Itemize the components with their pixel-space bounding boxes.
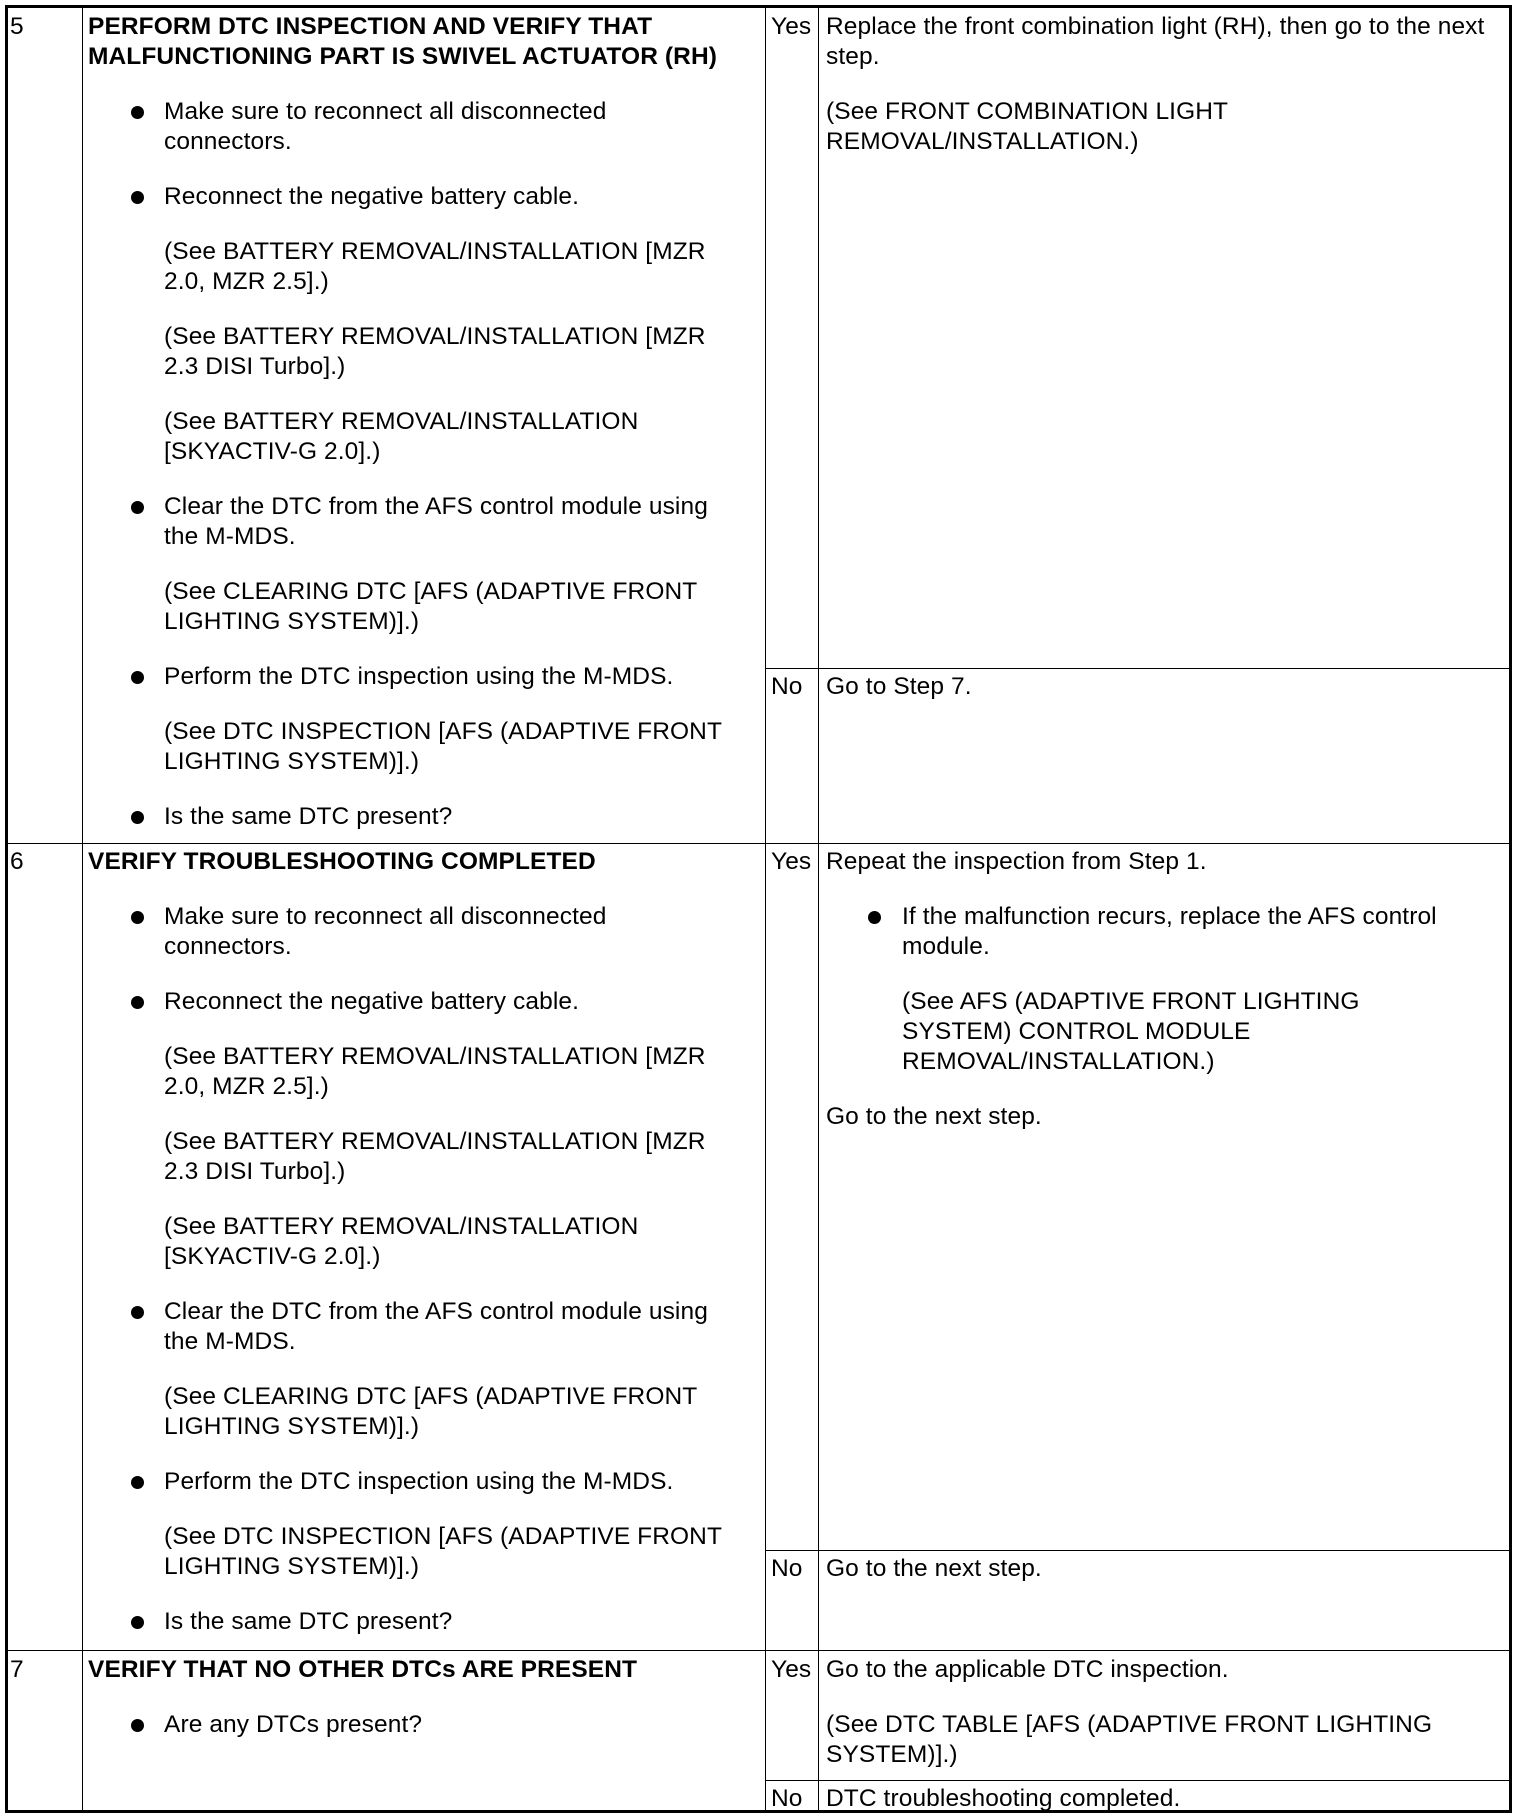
reference-text: 2.3 DISI Turbo].)	[164, 353, 346, 380]
troubleshooting-table	[5, 5, 1512, 1813]
row-divider	[8, 1650, 1512, 1651]
yes-action-text: (See FRONT COMBINATION LIGHT	[826, 98, 1229, 125]
bullet-icon	[131, 191, 144, 204]
step-number: 7	[10, 1656, 24, 1683]
yes-action-text: SYSTEM)].)	[826, 1741, 958, 1768]
reference-text: [SKYACTIV-G 2.0].)	[164, 1243, 381, 1270]
column-divider-step	[82, 8, 83, 1813]
bullet-item-text: the M-MDS.	[164, 1328, 296, 1355]
yes-label: Yes	[771, 848, 812, 875]
reference-text: (See BATTERY REMOVAL/INSTALLATION	[164, 1213, 639, 1240]
bullet-icon	[131, 501, 144, 514]
reference-text: (See BATTERY REMOVAL/INSTALLATION	[164, 408, 639, 435]
yes-action-text: (See AFS (ADAPTIVE FRONT LIGHTING	[902, 988, 1360, 1015]
yes-action-text: module.	[902, 933, 990, 960]
step-number: 5	[10, 13, 24, 40]
bullet-icon	[131, 1719, 144, 1732]
column-divider-result	[765, 8, 766, 1813]
bullet-item-text: Make sure to reconnect all disconnected	[164, 98, 607, 125]
bullet-icon	[868, 911, 881, 924]
bullet-item-text: Are any DTCs present?	[164, 1711, 423, 1738]
step-title: PERFORM DTC INSPECTION AND VERIFY THAT	[88, 13, 653, 40]
yes-action-text: step.	[826, 43, 880, 70]
bullet-item-text: Is the same DTC present?	[164, 803, 453, 830]
bullet-icon	[131, 1306, 144, 1319]
reference-text: (See BATTERY REMOVAL/INSTALLATION [MZR	[164, 1128, 706, 1155]
bullet-item-text: Is the same DTC present?	[164, 1608, 453, 1635]
step-title: VERIFY THAT NO OTHER DTCs ARE PRESENT	[88, 1656, 638, 1683]
reference-text: LIGHTING SYSTEM)].)	[164, 748, 420, 775]
no-label: No	[771, 673, 803, 700]
no-label: No	[771, 1555, 803, 1582]
bullet-item-text: Perform the DTC inspection using the M-MDS.	[164, 1468, 674, 1495]
bullet-item-text: connectors.	[164, 933, 292, 960]
bullet-icon	[131, 671, 144, 684]
yes-no-divider	[765, 1550, 1512, 1551]
yes-label: Yes	[771, 13, 812, 40]
bullet-item-text: connectors.	[164, 128, 292, 155]
yes-action-text: REMOVAL/INSTALLATION.)	[902, 1048, 1215, 1075]
row-divider	[8, 843, 1512, 844]
reference-text: (See BATTERY REMOVAL/INSTALLATION [MZR	[164, 238, 706, 265]
yes-action-text: (See DTC TABLE [AFS (ADAPTIVE FRONT LIGHTING	[826, 1711, 1433, 1738]
reference-text: LIGHTING SYSTEM)].)	[164, 1413, 420, 1440]
step-title: VERIFY TROUBLESHOOTING COMPLETED	[88, 848, 596, 875]
yes-label: Yes	[771, 1656, 812, 1683]
reference-text: (See DTC INSPECTION [AFS (ADAPTIVE FRONT	[164, 1523, 723, 1550]
bullet-item-text: Clear the DTC from the AFS control module using	[164, 1298, 708, 1325]
reference-text: (See CLEARING DTC [AFS (ADAPTIVE FRONT	[164, 578, 698, 605]
bullet-item-text: Make sure to reconnect all disconnected	[164, 903, 607, 930]
step-title: MALFUNCTIONING PART IS SWIVEL ACTUATOR (RH)	[88, 43, 718, 70]
no-label: No	[771, 1785, 803, 1812]
reference-text: LIGHTING SYSTEM)].)	[164, 608, 420, 635]
reference-text: 2.3 DISI Turbo].)	[164, 1158, 346, 1185]
no-action-text: DTC troubleshooting completed.	[826, 1785, 1181, 1812]
reference-text: (See BATTERY REMOVAL/INSTALLATION [MZR	[164, 323, 706, 350]
yes-action-text: REMOVAL/INSTALLATION.)	[826, 128, 1139, 155]
step-number: 6	[10, 848, 24, 875]
yes-action-text: Repeat the inspection from Step 1.	[826, 848, 1207, 875]
column-divider-action	[818, 8, 819, 1813]
yes-action-text: If the malfunction recurs, replace the AFS control	[902, 903, 1437, 930]
bullet-icon	[131, 911, 144, 924]
bullet-icon	[131, 1616, 144, 1629]
bullet-icon	[131, 106, 144, 119]
reference-text: (See DTC INSPECTION [AFS (ADAPTIVE FRONT	[164, 718, 723, 745]
reference-text: (See CLEARING DTC [AFS (ADAPTIVE FRONT	[164, 1383, 698, 1410]
bullet-icon	[131, 996, 144, 1009]
bullet-item-text: Reconnect the negative battery cable.	[164, 988, 580, 1015]
yes-action-text: SYSTEM) CONTROL MODULE	[902, 1018, 1251, 1045]
reference-text: 2.0, MZR 2.5].)	[164, 1073, 329, 1100]
yes-no-divider	[765, 1780, 1512, 1781]
yes-no-divider	[765, 668, 1512, 669]
yes-action-text: Replace the front combination light (RH), then go to the next	[826, 13, 1485, 40]
bullet-item-text: Clear the DTC from the AFS control module using	[164, 493, 708, 520]
reference-text: 2.0, MZR 2.5].)	[164, 268, 329, 295]
reference-text: (See BATTERY REMOVAL/INSTALLATION [MZR	[164, 1043, 706, 1070]
bullet-icon	[131, 1476, 144, 1489]
reference-text: LIGHTING SYSTEM)].)	[164, 1553, 420, 1580]
bullet-icon	[131, 811, 144, 824]
no-action-text: Go to the next step.	[826, 1555, 1042, 1582]
yes-action-text: Go to the applicable DTC inspection.	[826, 1656, 1229, 1683]
bullet-item-text: the M-MDS.	[164, 523, 296, 550]
no-action-text: Go to Step 7.	[826, 673, 972, 700]
reference-text: [SKYACTIV-G 2.0].)	[164, 438, 381, 465]
bullet-item-text: Reconnect the negative battery cable.	[164, 183, 580, 210]
bullet-item-text: Perform the DTC inspection using the M-MDS.	[164, 663, 674, 690]
yes-action-text: Go to the next step.	[826, 1103, 1042, 1130]
